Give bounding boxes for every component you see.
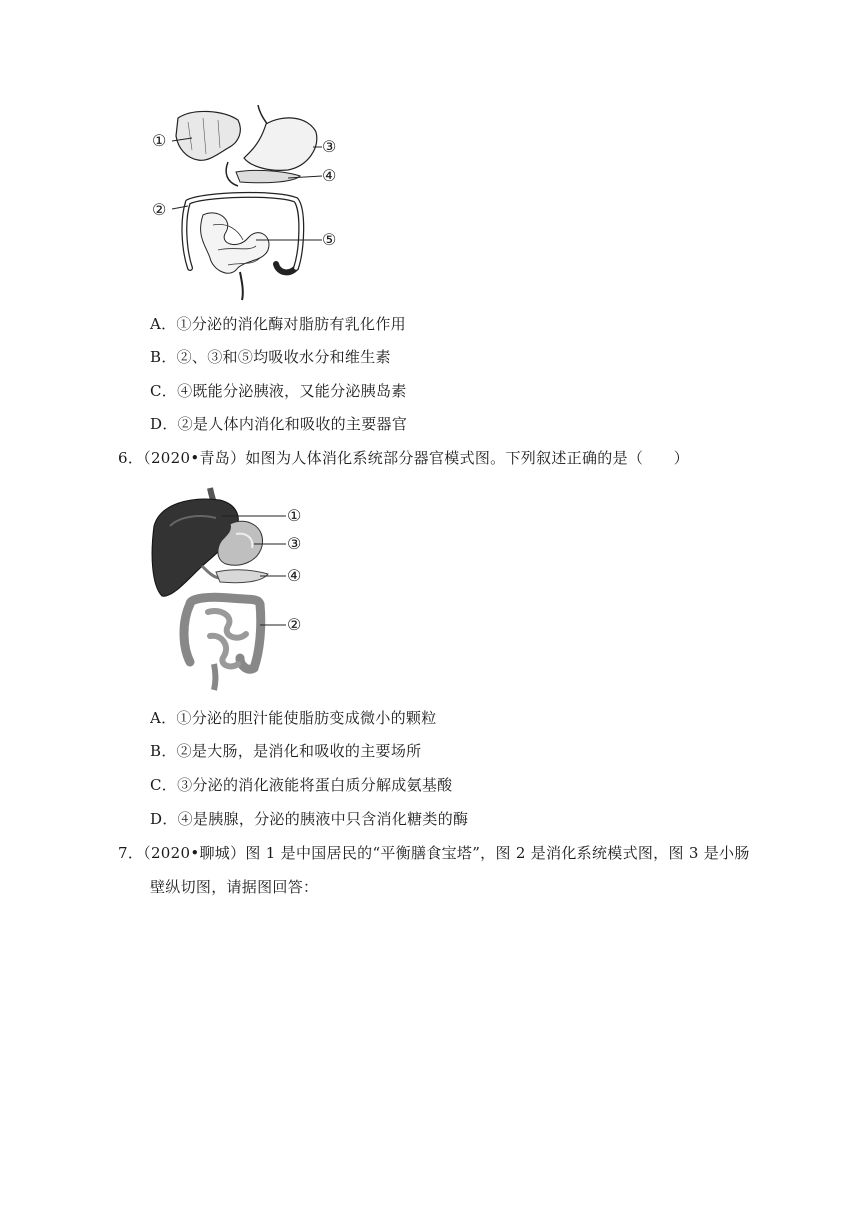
q6-option-d: D．④是胰腺，分泌的胰液中只含消化糖类的酶 (150, 810, 469, 828)
q5-option-a: A．①分泌的消化酶对脂肪有乳化作用 (150, 315, 406, 333)
q5-label-3: ③ (322, 137, 337, 156)
q5-label-4: ④ (322, 166, 337, 185)
q5-label-1: ① (152, 131, 167, 150)
q5-option-d: D．②是人体内消化和吸收的主要器官 (150, 415, 408, 433)
q6-option-b: B．②是大肠，是消化和吸收的主要场所 (150, 742, 422, 760)
q5-option-b: B．②、③和⑤均吸收水分和维生素 (150, 348, 391, 366)
q6-option-a: A．①分泌的胆汁能使脂肪变成微小的颗粒 (150, 709, 437, 727)
q5-option-c: C．④既能分泌胰液，又能分泌胰岛素 (150, 382, 407, 400)
q5-label-2: ② (152, 200, 167, 219)
q5-label-5: ⑤ (322, 230, 337, 249)
q6-stem: 6．（2020•青岛）如图为人体消化系统部分器官模式图。下列叙述正确的是（ ） (118, 449, 690, 467)
q5-digestive-system-figure (148, 100, 348, 305)
q6-label-4: ④ (287, 566, 302, 585)
q5-digestive-illustration (148, 100, 348, 305)
q7-stem-line1: 7．（2020•聊城）图 1 是中国居民的“平衡膳食宝塔”，图 2 是消化系统模式图，图 3 是小肠 (118, 844, 750, 862)
q7-stem-line2: 壁纵切图，请据图回答： (150, 878, 319, 896)
q6-digestive-system-figure (150, 486, 320, 691)
q6-label-2: ② (287, 615, 302, 634)
q6-label-1: ① (287, 506, 302, 525)
q6-option-c: C．③分泌的消化液能将蛋白质分解成氨基酸 (150, 776, 453, 794)
q6-label-3: ③ (287, 534, 302, 553)
